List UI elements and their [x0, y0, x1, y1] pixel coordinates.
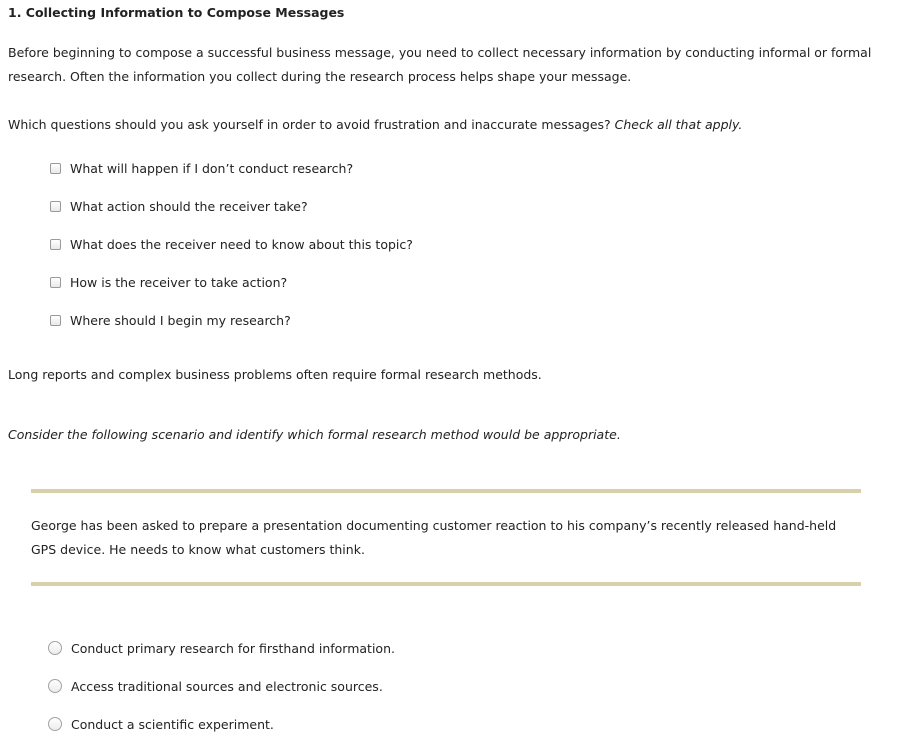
checkbox-option[interactable]	[50, 232, 413, 256]
question-prompt	[8, 113, 742, 137]
checkbox[interactable]	[50, 315, 61, 326]
radio-option[interactable]	[48, 636, 395, 660]
checkbox[interactable]	[50, 201, 61, 212]
radio-option[interactable]	[48, 712, 274, 736]
checkbox-option[interactable]	[50, 308, 291, 332]
radio-button[interactable]	[48, 717, 62, 731]
question-title: 1. Collecting Information to Compose Messages	[8, 5, 345, 20]
radio-button[interactable]	[48, 679, 62, 693]
checkbox-label[interactable]: How is the receiver to take action?	[70, 274, 288, 290]
intro-paragraph: Before beginning to compose a successful business message, you need to collect necessary information by conducting informal or formal research. Often the information you collect during the research process helps shape your message.	[8, 45, 872, 84]
checkbox-option[interactable]	[50, 156, 353, 180]
checkbox-label[interactable]: What does the receiver need to know about this topic?	[70, 236, 413, 252]
long-reports-text: Long reports and complex business problems often require formal research methods.	[8, 367, 542, 382]
radio-button[interactable]	[48, 641, 62, 655]
radio-label[interactable]: Conduct a scientific experiment.	[71, 716, 274, 732]
scenario-bottom-divider	[31, 582, 861, 586]
prompt-text: Which questions should you ask yourself in order to avoid frustration and inaccurate messages?	[8, 117, 611, 132]
checkbox[interactable]	[50, 163, 61, 174]
checkbox[interactable]	[50, 277, 61, 288]
prompt-instruction: Check all that apply.	[614, 117, 743, 132]
scenario-text: George has been asked to prepare a presentation documenting customer reaction to his company’s recently released hand-held GPS device. He needs to know what customers think.	[31, 518, 837, 557]
checkbox-option[interactable]	[50, 194, 308, 218]
scenario-box	[31, 489, 861, 586]
checkbox-label[interactable]: What will happen if I don’t conduct research?	[70, 160, 354, 176]
checkbox-option[interactable]	[50, 270, 287, 294]
checkbox-label[interactable]: What action should the receiver take?	[70, 198, 308, 214]
checkbox[interactable]	[50, 239, 61, 250]
radio-label[interactable]: Access traditional sources and electronic sources.	[71, 678, 383, 694]
radio-option[interactable]	[48, 674, 383, 698]
consider-prompt: Consider the following scenario and identify which formal research method would be appropriate.	[8, 427, 621, 442]
checkbox-label[interactable]: Where should I begin my research?	[70, 312, 291, 328]
radio-label[interactable]: Conduct primary research for firsthand information.	[71, 640, 395, 656]
